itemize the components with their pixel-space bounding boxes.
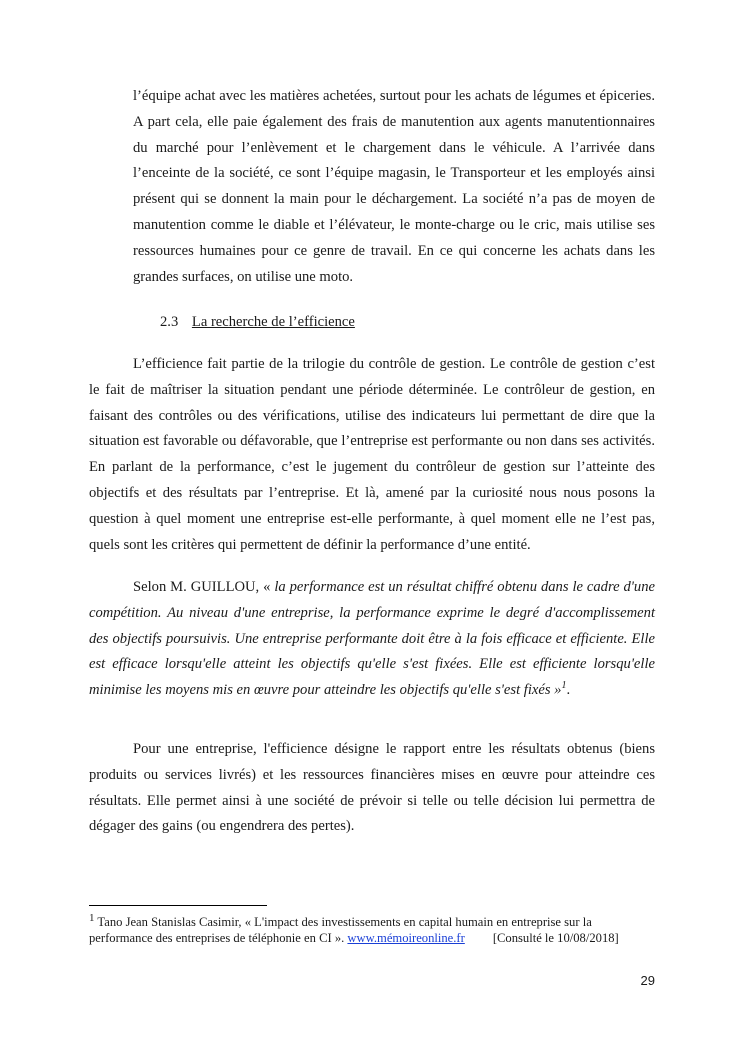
quote-intro: Selon M. GUILLOU, « (133, 579, 275, 595)
paragraph-guillou-quote (89, 575, 655, 704)
paragraph-definition: Pour une entreprise, l'efficience désigne le rapport entre les résultats obtenus (biens produits ou services livrés) et les ressources financières mises en œuvre pour atteindre ces résultats. Elle permet ainsi à une société de prévoir si telle ou telle décision lui permettra de dégager des gains (ou engendrera des pertes). (89, 741, 655, 835)
section-title: La recherche de l’efficience (191, 314, 355, 330)
paragraph-efficience: L’efficience fait partie de la trilogie du contrôle de gestion. Le contrôle de gestion c’est le fait de maîtriser la situation pendant une période déterminée. Le contrôleur de gestion, en faisant des contrôles ou des vérifications, utilise des indicateurs lui permettant de dire que la situation est favorable ou défavorable, que l’entreprise est performante ou non dans ses activités. En parlant de la performance, c’est le jugement du contrôleur de gestion sur l’atteinte des objectifs et des résultats par l’entreprise. Et là, amené par la curiosité nous nous posons la question à quel moment une entreprise est-elle performante, à quel moment elle ne l’est pas, quels sont les critères qui permettent de définir la performance d’une entité. (89, 356, 655, 553)
footnote-separator (89, 905, 267, 906)
section-heading (160, 310, 355, 334)
footnote-consulted: [Consulté le 10/08/2018] (492, 931, 619, 945)
footnote-mark: 1 (89, 911, 95, 924)
page-number: 29 (640, 973, 655, 988)
quote-text: la performance est un résultat chiffré obtenu dans le cadre d'une compétition. Au niveau d'une entreprise, la performance exprime le degré d'accomplissement des objectifs poursuivis. Une entreprise performante doit être à la fois efficace et efficiente. Elle est efficace lorsqu'elle atteint les objectifs qu'elle s'est fixées. Elle est efficiente lorsqu'elle minimise les moyens mis en œuvre pour atteindre les objectifs qu'elle s'est fixés » (89, 579, 655, 699)
footnote-link[interactable]: www.mémoireonline.fr (347, 931, 465, 945)
footnote-text: Tano Jean Stanislas Casimir, « L'impact des investissements en capital humain en entreprise sur la performance des entreprises de téléphonie en CI ». (89, 915, 592, 945)
quote-end: . (566, 682, 571, 699)
section-number: 2.3 (160, 314, 179, 330)
paragraph-procurement-continued: l’équipe achat avec les matières achetées, surtout pour les achats de légumes et épiceries. A part cela, elle paie également des frais de manutention aux agents manutentionnaires du marché pour l’enlèvement et le chargement dans le véhicule. A l’arrivée dans l’enceinte de la société, ce sont l’équipe magasin, le Transporteur et les employés ainsi présent qui se donnent la main pour le déchargement. La société n’a pas de moyen de manutention comme le diable et l’élévateur, le monte-charge ou le cric, mais utilise ses ressources humaines pour ce genre de travail. En ce qui concerne les achats dans les grandes surfaces, on utilise une moto. (133, 88, 655, 285)
footnote (89, 911, 655, 946)
footnote-reference[interactable]: 1 (561, 680, 567, 692)
